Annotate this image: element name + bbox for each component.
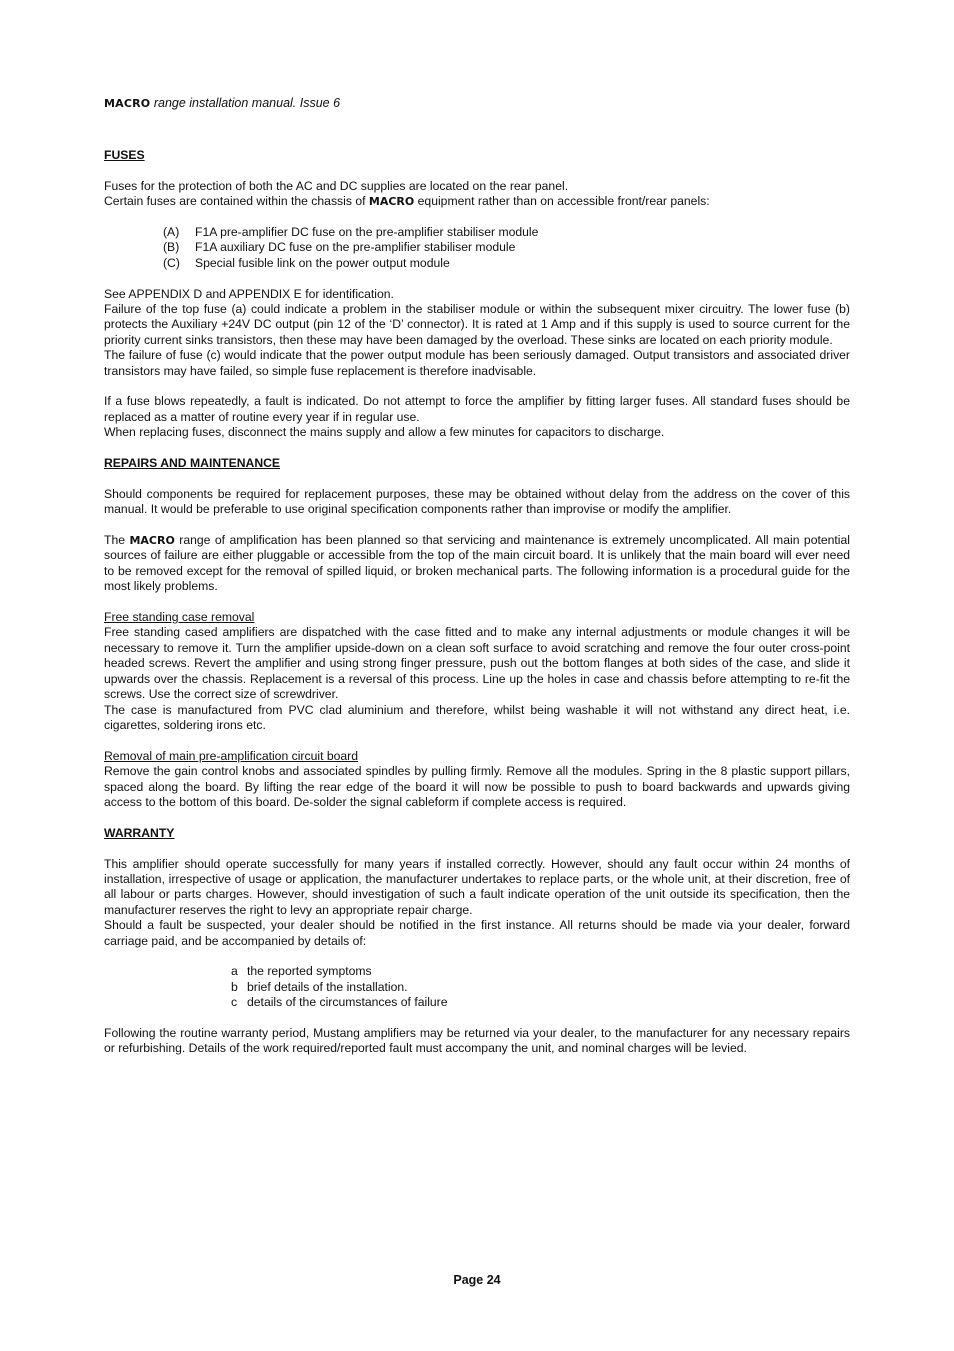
paragraph: Should components be required for replacement purposes, these may be obtained without delay from the address on the cover of this manual. It would be preferable to use original specification components rather than improvise or modify the amplifier.	[104, 486, 850, 517]
paragraph: When replacing fuses, disconnect the mains supply and allow a few minutes for capacitors to discharge.	[104, 425, 665, 440]
paragraph: Free standing cased amplifiers are dispatched with the case fitted and to make any internal adjustments or module changes it will be necessary to remove it. Turn the amplifier upside-down on a clean soft surface to avoid scratching and remove the four outer cross-point headed screws. Revert the amplifier and using strong finger pressure, push out the bottom flanges at both sides of the case, and slide it upwards over the chassis. Replacement is a reversal of this process. Line up the holes in case and chassis before attempting to re-fit the screws. Use the correct size of screwdriver.	[104, 625, 850, 702]
list-text: brief details of the installation.	[247, 979, 408, 994]
list-item	[231, 980, 850, 995]
paragraph: See APPENDIX D and APPENDIX E for identification.	[104, 286, 394, 301]
running-header	[104, 96, 340, 110]
list-item	[231, 995, 850, 1010]
list-text: Special fusible link on the power output module	[195, 255, 450, 270]
list-marker: (A)	[163, 225, 180, 239]
page-body	[104, 148, 850, 1057]
list-marker: c	[231, 995, 238, 1010]
subheading-board-removal: Removal of main pre-amplification circuit board	[104, 748, 359, 763]
subheading-case-removal: Free standing case removal	[104, 610, 255, 625]
list-text: F1A auxiliary DC fuse on the pre-amplifier stabiliser module	[195, 240, 516, 255]
section-heading-warranty: WARRANTY	[104, 825, 175, 840]
text-line: Certain fuses are contained within the chassis of	[104, 194, 369, 209]
brand-name: MACRO	[129, 534, 175, 548]
paragraph: Failure of the top fuse (a) could indicate a problem in the stabiliser module or within the subsequent mixer circuitry. The lower fuse (b) protects the Auxiliary +24V DC output (pin 12 of the ‘D’ connector). It is rated at 1 Amp and if this supply is used to source current for the priority current sinks transistors, then these may have been damaged by the overload. These sinks are located on each priority module.	[104, 302, 850, 347]
paragraph: The failure of fuse (c) would indicate that the power output module has been seriously damaged. Output transistors and associated driver transistors may have failed, so simple fuse replacement is therefore inadvisable.	[104, 348, 850, 378]
text-run: range of amplification has been planned so that servicing and maintenance is extremely uncomplicated. All main potential sources of failure are either pluggable or accessible from the top of the main circuit board. It is unlikely that the main board will ever need to be removed except for the removal of spilled liquid, or broken mechanical parts. The following information is a procedural guide for the most likely problems.	[104, 533, 850, 594]
paragraph: If a fuse blows repeatedly, a fault is indicated. Do not attempt to force the amplifier by fitting larger fuses. All standard fuses should be replaced as a matter of routine every year if in regular use.	[104, 394, 850, 424]
section-heading-repairs: REPAIRS AND MAINTENANCE	[104, 456, 281, 471]
list-item	[163, 240, 850, 255]
section-heading-fuses: FUSES	[104, 148, 145, 162]
list-text: F1A pre-amplifier DC fuse on the pre-amplifier stabiliser module	[195, 225, 539, 239]
paragraph	[104, 533, 850, 595]
fuse-list	[163, 225, 850, 271]
paragraph	[104, 179, 850, 210]
list-item	[163, 256, 850, 271]
list-item	[231, 964, 850, 979]
list-marker: b	[231, 979, 238, 994]
list-text: the reported symptoms	[247, 964, 372, 979]
paragraph: The case is manufactured from PVC clad aluminium and therefore, whilst being washable it will not withstand any direct heat, i.e. cigarettes, soldering irons etc.	[104, 702, 850, 732]
list-marker: a	[231, 964, 238, 979]
header-brand: MACRO	[104, 97, 151, 110]
brand-name: MACRO	[368, 195, 415, 209]
paragraph: Following the routine warranty period, Mustang amplifiers may be returned via your dealer, to the manufacturer for any necessary repairs or refurbishing. Details of the work required/reported fault must accompany the unit, and nominal charges will be levied.	[104, 1025, 850, 1056]
list-marker: (C)	[163, 255, 180, 270]
page-number: Page 24	[453, 1273, 501, 1287]
paragraph: Remove the gain control knobs and associated spindles by pulling firmly. Remove all the modules. Spring in the 8 plastic support pillars, spaced along the board. By lifting the rear edge of the board it will now be possible to push to board backwards and upwards giving access to the bottom of this board. De-solder the signal cableform if complete access is required.	[104, 764, 850, 809]
text-line: Fuses for the protection of both the AC and DC supplies are located on the rear panel.	[104, 178, 569, 193]
list-marker: (B)	[163, 240, 180, 255]
warranty-details-list	[231, 964, 850, 1010]
list-item	[163, 225, 850, 240]
paragraph: Should a fault be suspected, your dealer should be notified in the first instance. All returns should be made via your dealer, forward carriage paid, and be accompanied by details of:	[104, 918, 850, 948]
paragraph: This amplifier should operate successfully for many years if installed correctly. However, should any fault occur within 24 months of installation, irrespective of usage or application, the manufacturer undertakes to replace parts, or the whole unit, at their discretion, free of all labour or parts charges. However, should investigation of such a fault indicate operation of the unit outside its specification, then the manufacturer reserves the right to levy an appropriate repair charge.	[104, 856, 850, 917]
list-text: details of the circumstances of failure	[247, 995, 448, 1010]
header-title: range installation manual. Issue 6	[150, 96, 341, 110]
text-line: equipment rather than on accessible front/rear panels:	[414, 194, 710, 209]
text-run: The	[104, 533, 130, 548]
